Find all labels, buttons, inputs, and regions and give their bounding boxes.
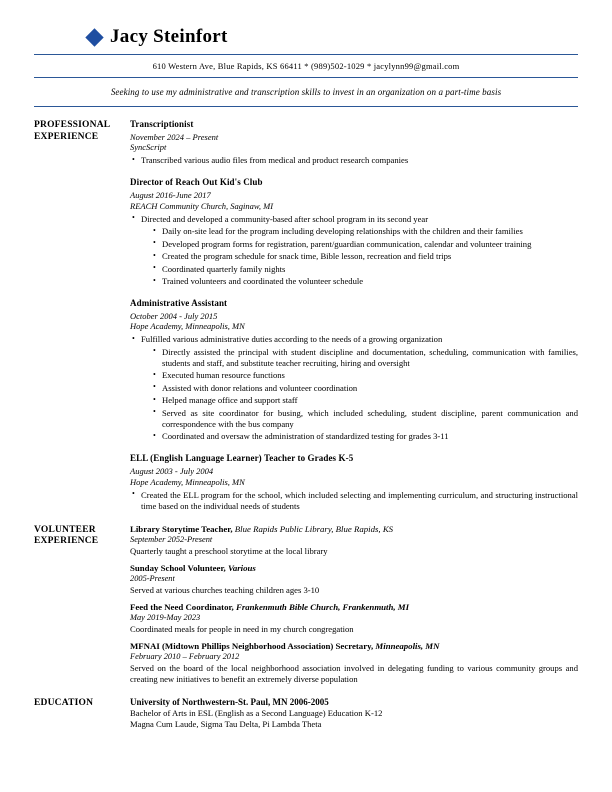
divider-contact — [34, 77, 578, 78]
volunteer-entry — [130, 602, 578, 635]
education-degree: Bachelor of Arts in ESL (English as a Second Language) Education K-12 — [130, 708, 383, 719]
job-entry — [130, 119, 578, 166]
volunteer-heading — [130, 524, 578, 535]
section-label-line-2: EXPERIENCE — [34, 131, 99, 142]
divider-objective — [34, 106, 578, 107]
contact-info: 610 Western Ave, Blue Rapids, KS 66411 * (989)502-1029 * jacylynn99@gmail.com — [152, 61, 460, 71]
job-bullets — [130, 155, 578, 166]
job-bullets — [130, 334, 578, 442]
job-bullets — [130, 214, 578, 288]
volunteer-heading — [130, 641, 578, 652]
volunteer-role: Library Storytime Teacher, — [130, 523, 233, 534]
volunteer-dates: May 2019-May 2023 — [130, 612, 201, 622]
volunteer-heading — [130, 563, 578, 574]
section-label-line-1: PROFESSIONAL — [34, 120, 111, 130]
job-title: Transcriptionist — [130, 119, 194, 129]
resume-header — [34, 26, 578, 107]
sub-bullet-item: • Coordinated quarterly family nights — [151, 264, 578, 275]
job-entry — [130, 453, 578, 511]
sub-bullet-item: • Helped manage office and support staff — [151, 395, 578, 406]
volunteer-description: Served at various churches teaching children ages 3-10 — [130, 584, 320, 595]
sub-bullet-item: • Created the program schedule for snack time, Bible lesson, recreation and field trips — [151, 251, 578, 262]
job-dates: August 2003 - July 2004 — [130, 465, 214, 476]
volunteer-entry — [130, 524, 578, 557]
sub-bullet-item: • Trained volunteers and coordinated the volunteer schedule — [151, 276, 578, 287]
sub-bullet-item: • Daily on-site lead for the program including developing relationships with the children and their families — [151, 226, 578, 237]
volunteer-entry — [130, 563, 578, 596]
volunteer-description: Quarterly taught a preschool storytime at the local library — [130, 545, 328, 556]
page-title: Jacy Steinfort — [110, 26, 228, 47]
bullet-text: Directed and developed a community-based after school program in its second year — [141, 213, 429, 224]
divider-top — [34, 54, 578, 55]
sub-bullet-item: • Directly assisted the principal with student discipline and documentation, scheduling, communication with families, students and staff, and substitute teacher recruiting, hiring and oversight — [151, 347, 578, 369]
volunteer-description: Served on the board of the local neighborhood association involved in delegating funding to various community groups and creating new initiatives to benefit an extremely diverse population — [130, 662, 578, 684]
job-title: Director of Reach Out Kid's Club — [130, 177, 263, 188]
job-entry — [130, 177, 578, 287]
sub-bullets — [151, 226, 578, 287]
education-body — [130, 697, 578, 731]
section-education — [34, 697, 578, 731]
job-dates: November 2024 – Present — [130, 131, 219, 142]
volunteer-role: MFNAI (Midtown Phillips Neighborhood Association) Secretary, — [130, 640, 374, 651]
section-label-education — [34, 697, 130, 731]
section-label-line-2: EXPERIENCE — [34, 536, 99, 547]
education-school: University of Northwestern-St. Paul, MN 2006-2005 — [130, 696, 329, 707]
sub-bullets — [151, 347, 578, 443]
volunteer-dates: 2005-Present — [130, 573, 175, 583]
job-bullets — [130, 490, 578, 512]
bullet-item: • Transcribed various audio files from medical and product research companies — [130, 155, 578, 166]
bullet-item: • Created the ELL program for the school, which included selecting and implementing curriculum, and structuring instructional time based on the individual needs of students — [130, 490, 578, 512]
section-label-volunteer-experience — [34, 524, 130, 685]
job-organization: REACH Community Church, Saginaw, MI — [130, 200, 274, 211]
job-organization: SyncScript — [130, 142, 167, 153]
volunteer-organization: Minneapolis, MN — [373, 640, 440, 651]
section-label-line-1: VOLUNTEER — [34, 524, 96, 535]
volunteer-organization: Frankenmuth Bible Church, Frankenmuth, MI — [233, 601, 410, 612]
job-entry — [130, 298, 578, 442]
professional-experience-body — [130, 119, 578, 512]
section-volunteer-experience — [34, 524, 578, 685]
volunteer-dates: September 2052-Present — [130, 534, 213, 544]
job-organization: Hope Academy, Minneapolis, MN — [130, 321, 245, 332]
volunteer-role: Sunday School Volunteer, — [130, 562, 226, 573]
sub-bullet-item: • Coordinated and oversaw the administration of standardized testing for grades 3-11 — [151, 431, 578, 442]
sub-bullet-item: • Executed human resource functions — [151, 370, 578, 381]
objective-statement: Seeking to use my administrative and transcription skills to invest in an organization on a part-time basis — [110, 87, 502, 97]
volunteer-organization: Various — [225, 562, 256, 573]
sub-bullet-item: • Served as site coordinator for busing, which included scheduling, student discipline, parent communication and correspondence with the bus company — [151, 408, 578, 430]
volunteer-role: Feed the Need Coordinator, — [130, 601, 234, 612]
volunteer-experience-body — [130, 524, 578, 685]
volunteer-dates: February 2010 – February 2012 — [130, 651, 240, 661]
volunteer-entry — [130, 641, 578, 685]
bullet-item — [130, 334, 578, 442]
volunteer-description: Coordinated meals for people in need in my church congregation — [130, 623, 354, 634]
education-honors: Magna Cum Laude, Sigma Tau Delta, Pi Lambda Theta — [130, 719, 322, 730]
blue-diamond-icon — [85, 28, 103, 46]
section-label-line-1: EDUCATION — [34, 697, 94, 708]
bullet-text: Fulfilled various administrative duties according to the needs of a growing organization — [141, 334, 443, 345]
bullet-item — [130, 214, 578, 288]
job-organization: Hope Academy, Minneapolis, MN — [130, 476, 245, 487]
section-professional-experience — [34, 119, 578, 512]
job-title: Administrative Assistant — [130, 298, 228, 309]
volunteer-organization: Blue Rapids Public Library, Blue Rapids, KS — [232, 523, 394, 534]
name-line — [34, 26, 578, 48]
job-dates: October 2004 - July 2015 — [130, 310, 218, 321]
volunteer-heading — [130, 602, 578, 613]
job-title: ELL (English Language Learner) Teacher to Grades K-5 — [130, 453, 354, 464]
section-label-professional-experience — [34, 119, 130, 512]
sub-bullet-item: • Developed program forms for registration, parent/guardian communication, calendar and volunteer training — [151, 239, 578, 250]
job-dates: August 2016-June 2017 — [130, 189, 211, 200]
sub-bullet-item: • Assisted with donor relations and volunteer coordination — [151, 383, 578, 394]
